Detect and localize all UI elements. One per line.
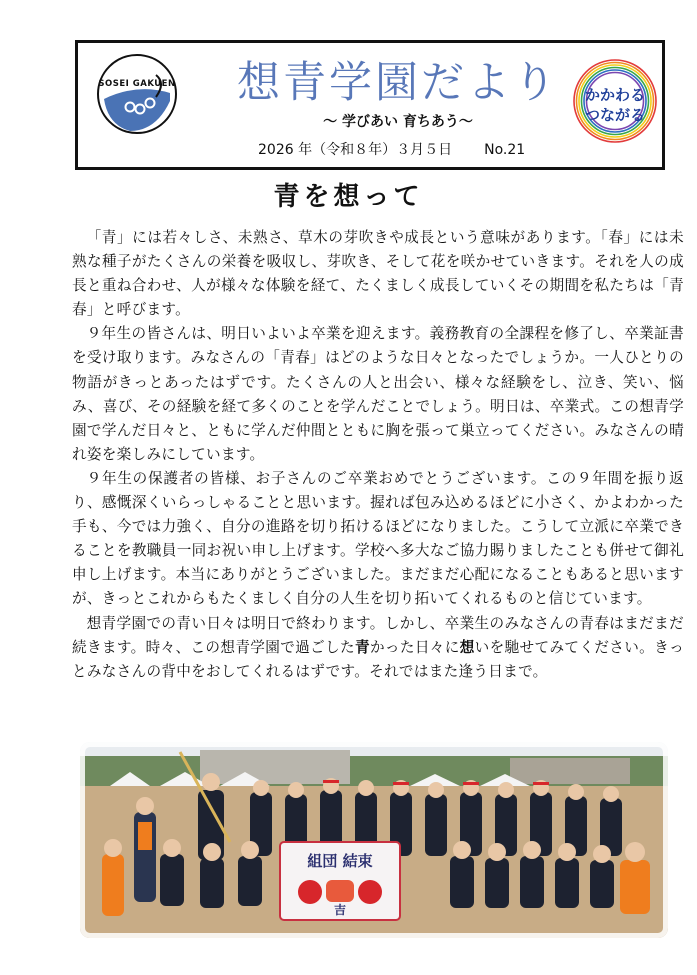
motto-badge — [571, 57, 659, 145]
paragraph-4-part-3: いを馳せてみてください。きっとみなさんの背中をおしてくれるはずです。それではまた逢う日まで。 — [72, 638, 684, 680]
logo-text: SOSEI GAKUEN — [98, 79, 176, 89]
issue-dateline — [258, 139, 558, 159]
paragraph-3: ９年生の保護者の皆様、お子さんのご卒業おめでとうございます。この９年間を振り返り、感慨深くいらっしゃることと思います。握れば包み込めるほどに小さく、かよわかった手も、今では力強く、自分の進路を切り拓けるほどになりました。こうして立派に卒業できることを教職員一同お祝い申し上げます。学校へ多大なご協力賜りましたことも併せて御礼申し上げます。本当にありがとうございました。まだまだ心配になることもあると思いますが、きっとこれからもたくましく自分の人生を切り拓いてくれるものと信じています。 — [72, 469, 684, 608]
emphasis-ao: 青 — [355, 638, 370, 656]
group-photo-image — [80, 742, 668, 938]
newsletter-subtitle: ～ 学びあい 育ちあう～ — [323, 114, 473, 130]
paragraph-1: 「青」には若々しさ、未熟さ、草木の芽吹きや成長という意味があります。「春」には未熟な種子がたくさんの栄養を吸収し、芽吹き、そして花を咲かせていきます。それを人の成長と重ね合わせ、人が様々な体験を経て、たくましく成長していくその期間を私たちは「青春」と呼びます。 — [72, 229, 684, 319]
issue-date: 2026 年（令和８年）３月５日 — [258, 142, 453, 158]
school-logo — [96, 53, 178, 135]
banner-text: 組団 結束 — [307, 852, 373, 870]
issue-number: No.21 — [484, 142, 526, 158]
newsletter-header — [75, 40, 665, 170]
article-body — [72, 226, 684, 684]
article-headline: 青を想って — [273, 182, 424, 212]
class-group-photo — [80, 742, 668, 938]
banner-text-2: 吉 — [333, 903, 347, 917]
badge-line-2: つながる — [584, 106, 645, 124]
paragraph-4 — [72, 612, 684, 684]
badge-line-1: かかわる — [584, 86, 645, 104]
emphasis-omoi: 想 — [459, 638, 475, 656]
paragraph-4-part-2: かった日々に — [369, 638, 460, 656]
paragraph-2: ９年生の皆さんは、明日いよいよ卒業を迎えます。義務教育の全課程を修了し、卒業証書を受け取ります。みなさんの「青春」はどのような日々となったでしょうか。一人ひとりの物語がきっとあったはずです。たくさんの人と出会い、様々な経験をし、泣き、笑い、悩み、喜び、その経験を経て多くのことを学んだことでしょう。明日は、卒業式。この想青学園で学んだ日々と、ともに学んだ仲間とともに胸を張って巣立ってください。みなさんの晴れ姿を楽しみにしています。 — [72, 325, 684, 463]
newsletter-title: 想青学園だより — [237, 58, 559, 108]
paragraph-4-part-1: 想青学園での青い日々は明日で終わります。しかし、卒業生のみなさんの青春はまだまだ続きます。時々、この想青学園で過ごした — [72, 614, 684, 656]
